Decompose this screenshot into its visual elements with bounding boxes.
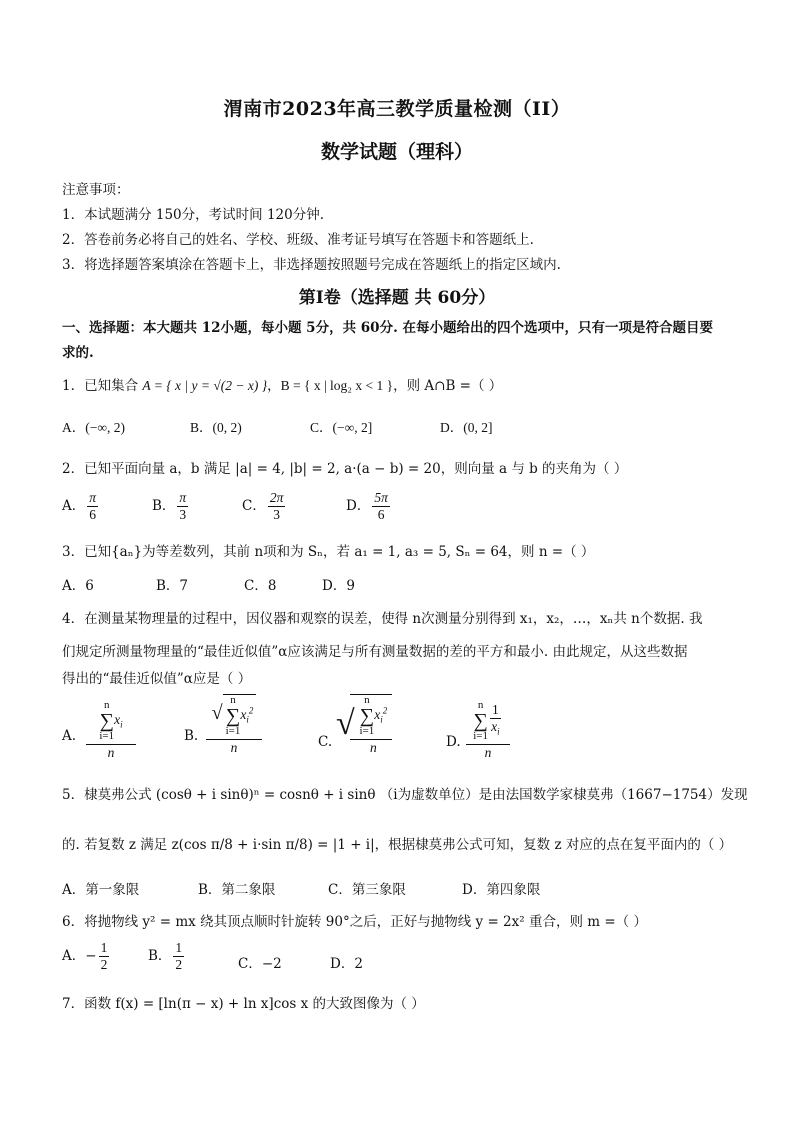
- q2-b-num: π: [179, 490, 187, 505]
- sigma-icon: ∑: [225, 705, 241, 727]
- q1-option-a: A．(−∞, 2): [62, 420, 125, 435]
- question-4-line-3: 得出的“最佳近似值”α应是（ ）: [62, 671, 252, 687]
- question-3-stem: 3．已知{aₙ}为等差数列，其前 n项和为 Sₙ，若 a₁ = 1, a₃ = 5, Sₙ = 64，则 n =（ ）: [62, 544, 595, 560]
- q2-option-d: [346, 490, 392, 523]
- question-6-stem: 6．将抛物线 y² = mx 绕其顶点顺时针旋转 90°之后，正好与抛物线 y = 2x² 重合，则 m =（ ）: [62, 914, 647, 930]
- q5-option-b: B．第二象限: [198, 882, 276, 898]
- q4-d-sum-bottom: i=1: [473, 730, 488, 742]
- q4-d-sum-top: n: [477, 699, 484, 711]
- q4-option-d-label: D.: [446, 734, 461, 750]
- q2-c-num: 2π: [269, 490, 284, 505]
- q1-option-d: D．(0, 2]: [440, 420, 493, 435]
- section-instruction-2: 求的.: [62, 345, 94, 361]
- q1-set-b: ，B = { x | log₂ x < 1 }: [267, 378, 394, 393]
- q3-option-b: B．7: [156, 578, 189, 594]
- q4-c-sum-top: n: [364, 694, 370, 706]
- q6-option-d: D．2: [330, 956, 363, 972]
- q6-a-den: 2: [100, 957, 108, 972]
- q1-post: ，则 A∩B =（ ）: [393, 378, 503, 394]
- q6-a-num: 1: [100, 940, 108, 955]
- q4-option-b-label: B.: [184, 728, 199, 744]
- q4-option-d-formula: n ∑ i=1 $\frac{1}{x_i}$ n: [466, 700, 510, 761]
- q5-option-c: C．第三象限: [328, 882, 406, 898]
- note-item-2: 2．答卷前务必将自己的姓名、学校、班级、准考证号填写在答题卡和答题纸上.: [62, 232, 534, 248]
- q4-d-den: n: [484, 745, 492, 760]
- q4-a-den: n: [107, 745, 115, 760]
- q4-option-a-label: A.: [62, 728, 77, 744]
- q6-b-num: 1: [175, 940, 183, 955]
- q4-b-sum-top: n: [230, 694, 236, 706]
- q4-c-sum-bottom: i=1: [359, 725, 375, 737]
- q1-option-b: B．(0, 2): [190, 420, 242, 435]
- q3-option-a: A．6: [62, 578, 94, 594]
- question-2-stem: 2．已知平面向量 a，b 满足 |a| = 4, |b| = 2, a·(a − b) = 20，则向量 a 与 b 的夹角为（ ）: [62, 461, 628, 477]
- q5-option-a: A．第一象限: [62, 882, 140, 898]
- q6-b-label: B．: [148, 948, 172, 964]
- section-instruction-1: 一、选择题：本大题共 12小题，每小题 5分，共 60分. 在每小题给出的四个选项中，只有一项是符合题目要: [62, 320, 713, 336]
- question-7-stem: 7．函数 f(x) = [ln(π − x) + ln x]cos x 的大致图像为（ ）: [62, 996, 425, 1012]
- note-item-3: 3．将选择题答案填涂在答题卡上，非选择题按照题号完成在答题纸上的指定区域内.: [62, 257, 561, 273]
- question-5-line-1: 5．棣莫弗公式 (cosθ + i sinθ)ⁿ = cosnθ + i sinθ （i为虚数单位）是由法国数学家棣莫弗（1667−1754）发现: [62, 787, 748, 803]
- q6-a-label: A．−: [62, 948, 97, 964]
- q3-option-c: C．8: [244, 578, 277, 594]
- question-5-line-2: 的. 若复数 z 满足 z(cos π/8 + i·sin π/8) = |1 + i|，根据棣莫弗公式可知，复数 z 对应的点在复平面内的（ ）: [62, 837, 733, 853]
- q4-option-a-formula: n ∑ $i=1x_i$ n: [86, 700, 136, 761]
- q2-c-label: C．: [242, 498, 266, 514]
- q4-a-sum-top: n: [103, 699, 110, 711]
- note-item-1: 1．本试题满分 150分，考试时间 120分钟.: [62, 207, 324, 223]
- q2-d-den: 6: [377, 507, 385, 522]
- q6-b-den: 2: [175, 957, 183, 972]
- q2-option-a: [62, 490, 100, 523]
- q4-b-den: n: [230, 740, 238, 755]
- q2-a-label: A．: [62, 498, 86, 514]
- q4-c-den: n: [369, 740, 377, 755]
- exam-title: 渭南市2023年高三教学质量检测（II）: [223, 98, 571, 120]
- q2-a-den: 6: [89, 507, 96, 522]
- q4-option-c-formula: √ n ∑ $i=1x_i^2$ n: [336, 694, 392, 756]
- q1-pre: 1．已知集合: [62, 378, 143, 394]
- q1-set-a: A = { x | y = √(2 − x) }: [142, 378, 268, 393]
- sigma-icon: ∑: [359, 705, 374, 727]
- q2-c-den: 3: [273, 507, 280, 522]
- q2-b-den: 3: [179, 507, 187, 522]
- q4-a-sum-bottom: i=1: [99, 730, 115, 742]
- q2-option-c: [242, 490, 287, 523]
- q4-option-b-formula: √n ∑ $i=1x_i^2$ n: [206, 694, 262, 756]
- q2-d-num: 5π: [374, 490, 388, 505]
- q3-option-d: D．9: [322, 578, 355, 594]
- q6-option-a: [62, 940, 111, 973]
- notes-heading: 注意事项：: [62, 182, 130, 198]
- q2-d-label: D．: [346, 498, 371, 514]
- q5-option-d: D．第四象限: [462, 882, 541, 898]
- q6-option-c: C．−2: [238, 956, 282, 972]
- question-4-line-2: 们规定所测量物理量的“最佳近似值”α应该满足与所有测量数据的差的平方和最小. 由此规定，从这些数据: [62, 644, 688, 660]
- q2-option-b: [152, 490, 190, 523]
- q4-option-c-label: C.: [318, 734, 333, 750]
- exam-subtitle: 数学试题（理科）: [320, 141, 473, 163]
- question-1-stem: [62, 374, 502, 394]
- section-title: 第Ⅰ卷（选择题 共 60分）: [298, 288, 496, 308]
- q2-b-label: B．: [152, 498, 176, 514]
- q4-b-sum-bottom: i=1: [225, 725, 241, 737]
- sigma-icon: ∑: [99, 710, 114, 732]
- sigma-icon: ∑: [473, 710, 488, 732]
- q6-option-b: [148, 940, 186, 973]
- q2-a-num: π: [89, 490, 97, 505]
- q1-option-c: C．(−∞, 2]: [310, 420, 373, 435]
- question-4-line-1: 4．在测量某物理量的过程中，因仪器和观察的误差，使得 n次测量分别得到 x₁，x₂，…，xₙ共 n个数据. 我: [62, 611, 703, 627]
